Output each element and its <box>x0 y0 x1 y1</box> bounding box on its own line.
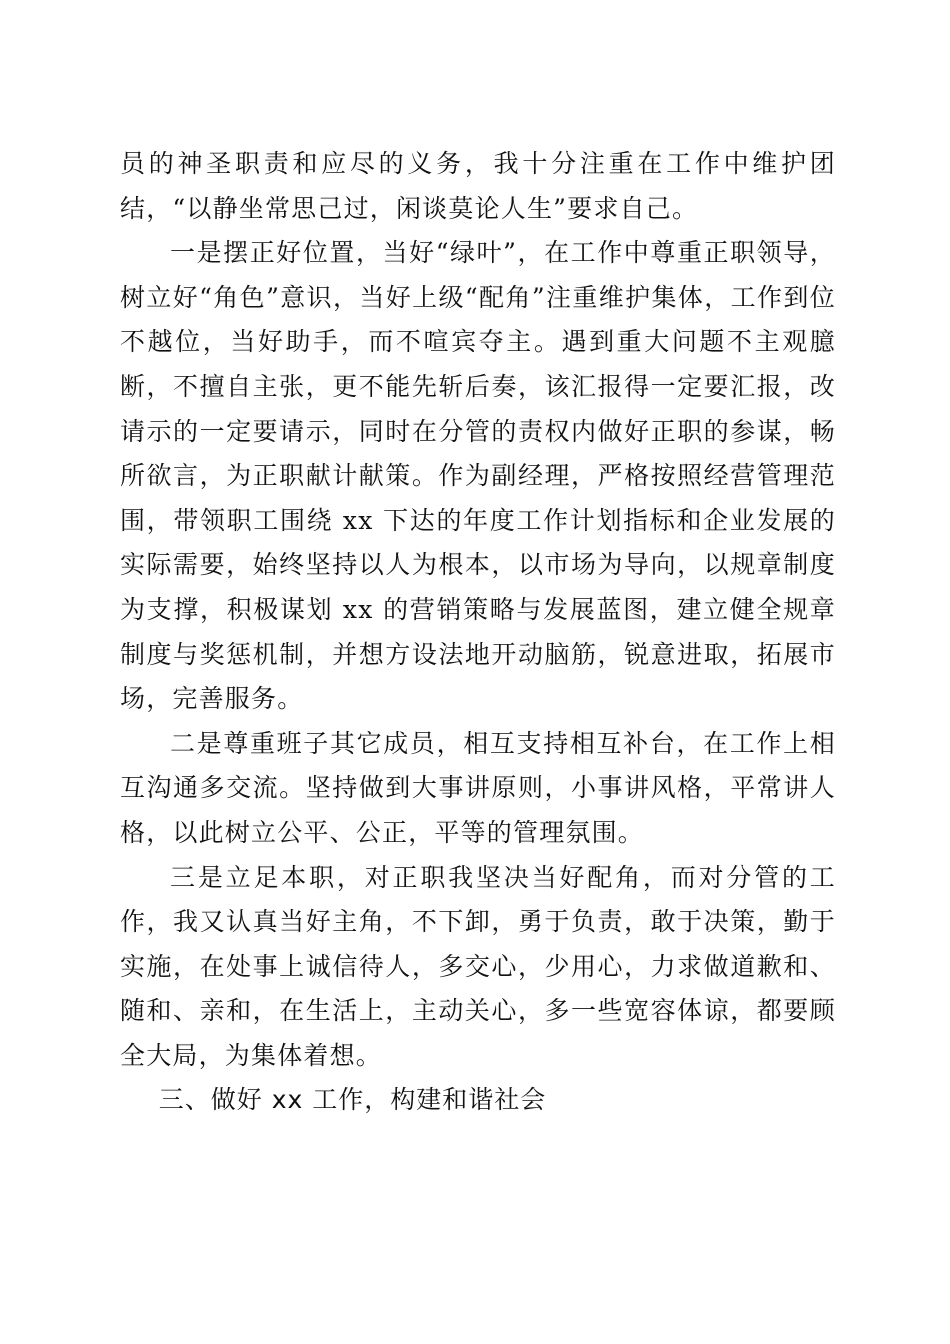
paragraph-point-three: 三是立足本职，对正职我坚决当好配角，而对分管的工作，我又认真当好主角，不下卸，勇于负责，敢于决策，勤于实施，在处事上诚信待人，多交心，少用心，力求做道歉和、随和、亲和，在生活上，主动关心，多一些宽容体谅，都要顾全大局，为集体着想。 <box>120 862 836 1070</box>
paragraph-point-two: 二是尊重班子其它成员，相互支持相互补台，在工作上相互沟通多交流。坚持做到大事讲原则，小事讲风格，平常讲人格，以此树立公平、公正，平等的管理氛围。 <box>120 728 836 847</box>
paragraph-point-one: 一是摆正好位置，当好“绿叶”，在工作中尊重正职领导，树立好“角色”意识，当好上级“配角”注重维护集体，工作到位不越位，当好助手，而不喧宾夺主。遇到重大问题不主观臆断，不擅自主张，更不能先斩后奏，该汇报得一定要汇报，改请示的一定要请示，同时在分管的责权内做好正职的参谋，畅所欲言，为正职献计献策。作为副经理，严格按照经营管理范围，带领职工围绕 xx 下达的年度工作计划指标和企业发展的实际需要，始终坚持以人为根本，以市场为导向，以规章制度为支撑，积极谋划 xx 的营销策略与发展蓝图，建立健全规章制度与奖惩机制，并想方设法地开动脑筋，锐意进取，拓展市场，完善服务。 <box>120 238 836 714</box>
section-heading: 三、做好 xx 工作，构建和谐社会 <box>158 1085 547 1115</box>
document-body <box>120 142 836 1123</box>
paragraph-continuation: 员的神圣职责和应尽的义务，我十分注重在工作中维护团结，“以静坐常思己过，闲谈莫论人生”要求自己。 <box>120 149 836 223</box>
